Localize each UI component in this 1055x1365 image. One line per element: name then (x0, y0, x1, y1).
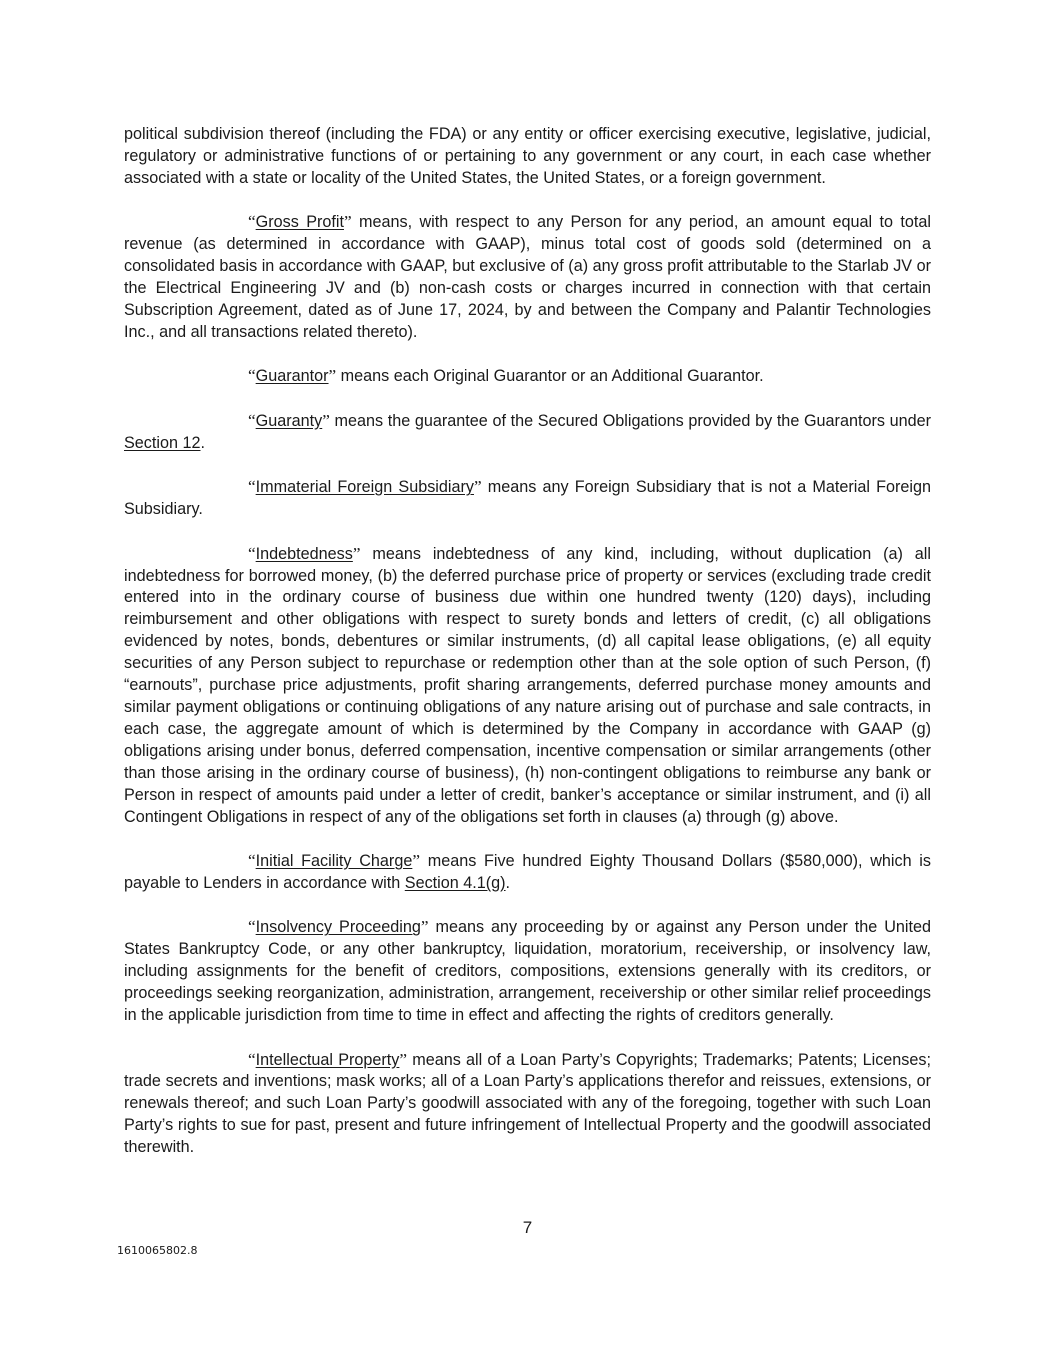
open-quote: “ (248, 410, 256, 430)
defined-term: Gross Profit (255, 213, 344, 232)
close-quote: ” (352, 543, 361, 563)
definition-insolvency-proceeding (124, 916, 931, 1027)
close-quote: ” (322, 410, 330, 430)
defined-term: Guaranty (255, 411, 323, 430)
close-quote: ” (420, 917, 429, 937)
intro-paragraph: political subdivision thereof (including the FDA) or any entity or officer exercising executive, legislative, judicial, regulatory or administrative functions of or pertaining to any government or any court, in each case whether associated with a state or locality of the United States, the United States, or a foreign government. (124, 125, 931, 187)
definition-intellectual-property (124, 1049, 931, 1160)
open-quote: “ (248, 212, 256, 232)
definition-text: means the guarantee of the Secured Obligations provided by the Guarantors under (329, 411, 931, 430)
definition-guaranty (124, 410, 931, 455)
definition-initial-facility-charge (124, 850, 931, 895)
definition-text: means Five hundred Eighty Thousand Dollars ($580,000), which is payable to Lenders in accordance with (124, 852, 931, 892)
section-reference-link[interactable]: Section 4.1(g) (404, 873, 506, 892)
definition-immaterial-foreign-subsidiary (124, 476, 931, 521)
definition-text: means indebtedness of any kind, including, without duplication (a) all indebtedness for borrowed money, (b) the deferred purchase price of property or services (excluding trade credit entered into in the ordinary course of business due within one hundred twenty (120) days), including reimbursement and other obligations with respect to surety bonds and letters of credit, (c) all obligations evidenced by notes, bonds, debentures or similar instruments, (d) all capital lease obligations, (e) all equity securities of any Person subject to repurchase or redemption other than at the sole option of such Person, (f) “earnouts”, purchase price adjustments, profit sharing arrangements, deferred purchase money amounts and similar payment obligations or continuing obligations of any nature arising out of purchase and sale contracts, in each case, the aggregate amount of which is determined by the Company in accordance with GAAP (g) obligations arising under bonus, deferred compensation, incentive compensation or similar arrangements (other than those arising in the ordinary course of business), (h) non-contingent obligations to reimburse any bank or Person in respect of amounts paid under a letter of credit, banker’s acceptance or similar instrument, and (i) all Contingent Obligations in respect of any of the obligations set forth in clauses (a) through (g) above. (124, 544, 931, 826)
definition-text: means any Foreign Subsidiary that is not a Material Foreign Subsidiary. (124, 478, 932, 519)
definition-indebtedness (124, 543, 931, 829)
close-quote: ” (473, 477, 482, 497)
close-quote: ” (328, 366, 337, 386)
definition-text: means any proceeding by or against any Person under the United States Bankruptcy Code, or any other bankruptcy, liquidation, moratorium, receivership, or insolvency law, including assignments for the benefit of creditors, compositions, extensions generally with its creditors, or proceedings seeking reorganization, administration, arrangement, receivership or other similar relief proceedings in the applicable jurisdiction from time to time in effect and affecting the rights of creditors generally. (124, 918, 932, 1025)
defined-term: Insolvency Proceeding (255, 918, 421, 937)
close-quote: ” (343, 212, 352, 232)
defined-term: Initial Facility Charge (255, 852, 413, 871)
defined-term: Indebtedness (255, 544, 353, 563)
defined-term: Immaterial Foreign Subsidiary (255, 478, 474, 497)
close-quote: ” (399, 1049, 408, 1069)
open-quote: “ (248, 851, 256, 871)
definition-text-end: . (200, 433, 205, 452)
open-quote: “ (248, 366, 256, 386)
defined-term: Intellectual Property (255, 1050, 400, 1069)
section-reference-link[interactable]: Section 12 (124, 433, 201, 452)
open-quote: “ (248, 1049, 256, 1069)
definition-gross-profit (124, 211, 931, 343)
defined-term: Guarantor (255, 367, 329, 386)
page-number: 7 (522, 1218, 533, 1237)
definition-text: means all of a Loan Party’s Copyrights; Trademarks; Patents; Licenses; trade secrets and inventions; mask works; all of a Loan Party’s applications therefor and reissues, extensions, or renewals thereof; and such Loan Party’s goodwill associated with any of the foregoing, together with such Loan Party’s rights to sue for past, present and future infringement of Intellectual Property and the goodwill associated therewith. (124, 1050, 931, 1157)
document-page (124, 124, 931, 1181)
definition-guarantor (124, 365, 931, 388)
open-quote: “ (248, 477, 256, 497)
definition-text: means, with respect to any Person for any period, an amount equal to total revenue (as determined in accordance with GAAP), minus total cost of goods sold (determined on a consolidated basis in accordance with GAAP, but exclusive of (a) any gross profit attributable to the Starlab JV or the Electrical Engineering JV and (b) non-cash costs or charges incurred in connection with that certain Subscription Agreement, dated as of June 17, 2024, by and between the Company and Palantir Technologies Inc., and all transactions related thereto). (124, 213, 931, 341)
document-id: 1610065802.8 (117, 1244, 198, 1257)
open-quote: “ (248, 543, 256, 563)
definition-text-end: . (505, 873, 511, 892)
definition-text: means each Original Guarantor or an Additional Guarantor. (336, 367, 764, 386)
close-quote: ” (412, 851, 420, 871)
open-quote: “ (248, 917, 256, 937)
